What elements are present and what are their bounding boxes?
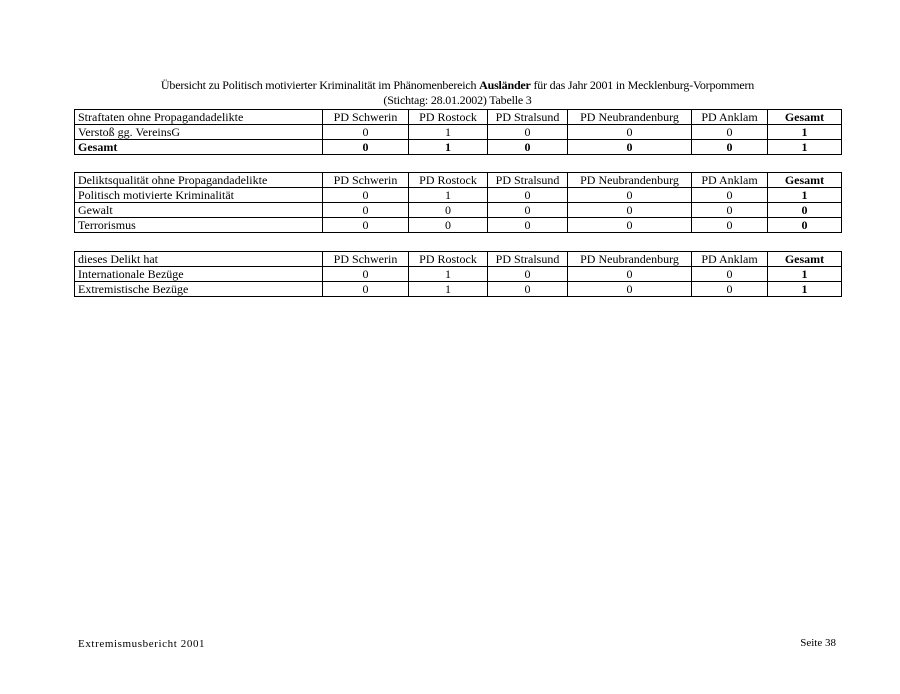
cell: 0: [409, 218, 488, 233]
header-cell: PD Anklam: [692, 110, 768, 125]
cell: 1: [409, 140, 488, 155]
header-cell: PD Anklam: [692, 173, 768, 188]
cell: 0: [488, 218, 568, 233]
cell: 0: [692, 267, 768, 282]
cell: 1: [409, 267, 488, 282]
cell: 0: [323, 188, 409, 203]
cell: 0: [323, 218, 409, 233]
cell: 0: [323, 125, 409, 140]
row-label: Extremistische Bezüge: [75, 282, 323, 297]
table-bezuege: [74, 251, 842, 297]
table-deliktsqualitaet: [74, 172, 842, 233]
cell: 0: [323, 140, 409, 155]
row-label: Terrorismus: [75, 218, 323, 233]
cell-total: 1: [768, 188, 842, 203]
header-cell-total: Gesamt: [768, 110, 842, 125]
row-label: Gewalt: [75, 203, 323, 218]
header-cell: Deliktsqualität ohne Propagandadelikte: [75, 173, 323, 188]
title-line-2: (Stichtag: 28.01.2002) Tabelle 3: [383, 93, 532, 107]
header-cell: PD Neubrandenburg: [568, 173, 692, 188]
row-label: Verstoß gg. VereinsG: [75, 125, 323, 140]
table-row: [75, 203, 842, 218]
cell: 0: [488, 140, 568, 155]
cell: 0: [323, 282, 409, 297]
cell: 0: [488, 188, 568, 203]
cell: 0: [488, 267, 568, 282]
cell-total: 1: [768, 125, 842, 140]
table-row: [75, 188, 842, 203]
cell: 0: [323, 203, 409, 218]
cell: 0: [692, 218, 768, 233]
cell: 0: [692, 188, 768, 203]
footer-report-name: Extremismusbericht 2001: [78, 638, 206, 650]
cell: 0: [409, 203, 488, 218]
table-row: [75, 218, 842, 233]
report-title: [74, 78, 841, 108]
cell: 1: [409, 282, 488, 297]
header-cell: PD Rostock: [409, 110, 488, 125]
cell-total: 1: [768, 282, 842, 297]
title-bold: Ausländer: [479, 78, 531, 92]
cell: 0: [488, 203, 568, 218]
header-cell: PD Stralsund: [488, 252, 568, 267]
header-cell: Straftaten ohne Propagandadelikte: [75, 110, 323, 125]
header-cell: PD Rostock: [409, 173, 488, 188]
cell: 0: [568, 218, 692, 233]
row-label: Politisch motivierte Kriminalität: [75, 188, 323, 203]
cell: 0: [568, 267, 692, 282]
table-header-row: [75, 173, 842, 188]
cell-total: 0: [768, 218, 842, 233]
table-row: [75, 125, 842, 140]
cell: 0: [323, 267, 409, 282]
cell: 0: [568, 140, 692, 155]
header-cell: PD Rostock: [409, 252, 488, 267]
cell-total: 1: [768, 267, 842, 282]
header-cell-total: Gesamt: [768, 252, 842, 267]
header-cell: PD Neubrandenburg: [568, 252, 692, 267]
header-cell: PD Anklam: [692, 252, 768, 267]
cell-total: 0: [768, 203, 842, 218]
header-cell: PD Stralsund: [488, 110, 568, 125]
cell: 0: [568, 125, 692, 140]
cell: 1: [409, 125, 488, 140]
row-label: Gesamt: [75, 140, 323, 155]
cell: 0: [568, 203, 692, 218]
title-suffix: für das Jahr 2001 in Mecklenburg-Vorpommern: [530, 78, 755, 92]
cell: 0: [488, 125, 568, 140]
table-header-row: [75, 110, 842, 125]
table-straftaten: [74, 109, 842, 155]
cell: 0: [692, 140, 768, 155]
cell: 0: [692, 282, 768, 297]
header-cell: PD Schwerin: [323, 173, 409, 188]
table-row: [75, 282, 842, 297]
header-cell: dieses Delikt hat: [75, 252, 323, 267]
cell: 0: [568, 188, 692, 203]
header-cell: PD Neubrandenburg: [568, 110, 692, 125]
cell: 0: [488, 282, 568, 297]
cell: 1: [409, 188, 488, 203]
header-cell: PD Schwerin: [323, 252, 409, 267]
table-header-row: [75, 252, 842, 267]
cell: 0: [568, 282, 692, 297]
title-prefix: Übersicht zu Politisch motivierter Kriminalität im Phänomenbereich: [160, 78, 480, 92]
header-cell: PD Schwerin: [323, 110, 409, 125]
row-label: Internationale Bezüge: [75, 267, 323, 282]
table-row: [75, 267, 842, 282]
cell-total: 1: [768, 140, 842, 155]
cell: 0: [692, 203, 768, 218]
table-row-total: [75, 140, 842, 155]
header-cell-total: Gesamt: [768, 173, 842, 188]
cell: 0: [692, 125, 768, 140]
title-line-1: [74, 78, 841, 93]
header-cell: PD Stralsund: [488, 173, 568, 188]
footer-page-number: Seite 38: [800, 637, 836, 649]
